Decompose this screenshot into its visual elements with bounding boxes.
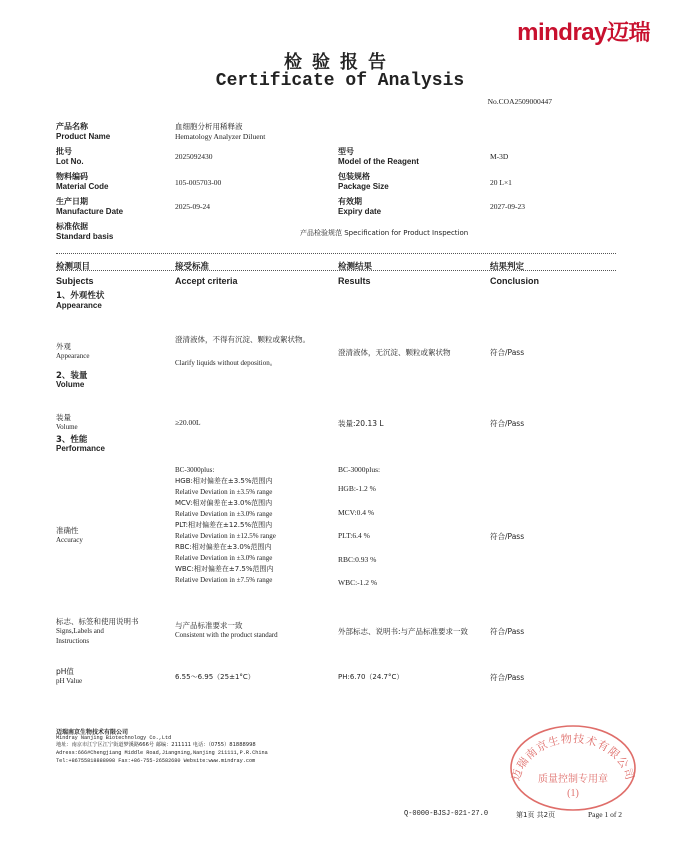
standard-value: 产品检验规范 Specification for Product Inspection	[300, 229, 469, 237]
labels-result: 外部标志、说明书:与产品标准要求一致	[338, 627, 469, 636]
accuracy-name-en: Accuracy	[56, 536, 83, 544]
criteria-line: MCV:相对偏差在±3.0%范围内	[175, 499, 273, 507]
criteria-line: RBC:相对偏差在±3.0%范围内	[175, 543, 272, 551]
product-name-label-en: Product Name	[56, 132, 111, 141]
title-cn: 检验报告	[284, 52, 396, 73]
mindray-logo	[517, 16, 650, 47]
volume-criteria: ≥20.00L	[175, 418, 201, 427]
header-conclusion-cn: 结果判定	[490, 262, 525, 272]
page-number-en: Page 1 of 2	[588, 810, 622, 819]
ph-name-en: pH Value	[56, 677, 83, 685]
accuracy-result-header: BC-3000plus:	[338, 465, 381, 474]
standard-label-en: Standard basis	[56, 232, 114, 241]
accuracy-result-mcv: MCV:0.4 %	[338, 508, 375, 517]
model-label-cn: 型号	[338, 147, 354, 156]
footer-contact: Tel:+86755818888998 Fax:+86-755-26582680 Website:www.mindray.com	[56, 758, 256, 764]
criteria-line: Relative Deviation in ±3.5% range	[175, 488, 273, 496]
lot-no-label-en: Lot No.	[56, 157, 84, 166]
header-criteria-cn: 接受标准	[175, 262, 210, 272]
package-size-label-cn: 包装规格	[338, 172, 370, 181]
ph-criteria: 6.55～6.95（25±1°C）	[175, 673, 255, 681]
section-2-title-cn: 2、装量	[56, 371, 88, 381]
title-en: Certificate of Analysis	[215, 71, 465, 91]
ph-conclusion: 符合/Pass	[490, 673, 525, 682]
labels-name-cn: 标志、标签和使用说明书	[56, 617, 139, 626]
product-name-label-cn: 产品名称	[56, 122, 88, 131]
accuracy-result-hgb: HGB:-1.2 %	[338, 484, 376, 493]
stamp-bottom-text: (1)	[567, 788, 579, 799]
criteria-line: WBC:相对偏差在±7.5%范围内	[175, 565, 274, 573]
volume-result: 装量:20.13 L	[338, 419, 384, 428]
accuracy-result-rbc: RBC:0.93 %	[338, 555, 377, 564]
appearance-criteria-cn: 澄清液体，不得有沉淀、颗粒或絮状物。	[175, 335, 310, 344]
quality-control-stamp	[506, 716, 640, 812]
criteria-line: Relative Deviation in ±7.5% range	[175, 576, 273, 584]
criteria-line: Relative Deviation in ±3.0% range	[175, 554, 273, 562]
header-divider	[56, 270, 616, 271]
criteria-line: HGB:相对偏差在±3.5%范围内	[175, 477, 273, 485]
package-size-label-en: Package Size	[338, 182, 389, 191]
product-name-value-cn: 血细胞分析用稀释液	[175, 122, 243, 131]
header-results-en: Results	[338, 276, 371, 286]
header-subjects-en: Subjects	[56, 276, 94, 286]
mfg-date-label-en: Manufacture Date	[56, 207, 124, 216]
logo-text-cn: 迈瑞	[606, 20, 650, 45]
labels-name-en-2: Instructions	[56, 637, 90, 645]
footer-company-cn: 迈瑞南京生物技术有限公司	[56, 729, 129, 736]
volume-name-en: Volume	[56, 423, 78, 431]
divider	[56, 253, 616, 254]
stamp-middle-text: 质量控制专用章	[538, 774, 608, 785]
criteria-line: PLT:相对偏差在±12.5%范围内	[175, 521, 273, 529]
mfg-date-value: 2025-09-24	[175, 202, 210, 211]
volume-conclusion: 符合/Pass	[490, 419, 525, 428]
lot-no-label-cn: 批号	[56, 147, 72, 156]
header-results-cn: 检测结果	[338, 262, 373, 272]
appearance-name-en: Appearance	[56, 352, 90, 360]
criteria-line: BC-3000plus:	[175, 466, 215, 474]
expiry-label-en: Expiry date	[338, 207, 382, 216]
document-number: Q-0000-BJSJ-021-27.0	[404, 810, 489, 818]
appearance-criteria-en: Clarify liquids without deposition。	[175, 359, 277, 367]
mfg-date-label-cn: 生产日期	[56, 197, 88, 206]
header-subjects-cn: 检测项目	[56, 262, 91, 272]
expiry-value: 2027-09-23	[490, 202, 525, 211]
ph-result: PH:6.70（24.7°C）	[338, 673, 404, 681]
labels-criteria-cn: 与产品标准要求一致	[175, 621, 243, 630]
section-3-title-cn: 3、性能	[56, 435, 88, 445]
section-1-title-cn: 1、外观性状	[56, 291, 105, 301]
expiry-label-cn: 有效期	[338, 197, 362, 206]
material-code-label-cn: 物料编码	[56, 172, 88, 181]
accuracy-name-cn: 准确性	[56, 526, 79, 535]
accuracy-conclusion: 符合/Pass	[490, 532, 525, 541]
accuracy-criteria-list	[175, 465, 276, 586]
labels-name-en-1: Signs,Labels and	[56, 627, 104, 635]
header-criteria-en: Accept criteria	[175, 276, 238, 286]
section-1-title-en: Appearance	[56, 301, 102, 310]
lot-no-value: 2025092430	[175, 152, 213, 161]
certificate-number: No.COA2509000447	[487, 97, 552, 106]
material-code-value: 105-005703-00	[175, 178, 222, 187]
standard-label-cn: 标准依据	[56, 222, 88, 231]
footer-address-cn: 地址：南京市江宁区江宁街道梦溪路666号 邮编：211111 电话：（0755）81888998	[56, 742, 256, 748]
logo-text-en: mindray	[517, 19, 607, 46]
labels-conclusion: 符合/Pass	[490, 627, 525, 636]
section-3-title-en: Performance	[56, 444, 105, 453]
footer-company-en: Mindray Nanjing Biotechnology Co.,Ltd	[56, 735, 172, 741]
package-size-value: 20 L×1	[490, 178, 512, 187]
appearance-name-cn: 外观	[56, 342, 71, 351]
criteria-line: Relative Deviation in ±3.0% range	[175, 510, 273, 518]
page-number-cn: 第1页 共2页	[516, 811, 556, 819]
section-2-title-en: Volume	[56, 380, 85, 389]
accuracy-result-plt: PLT:6.4 %	[338, 531, 370, 540]
ph-name-cn: pH值	[56, 667, 74, 676]
appearance-result: 澄清液体，无沉淀、颗粒或絮状物	[338, 348, 451, 357]
header-conclusion-en: Conclusion	[490, 276, 539, 286]
product-name-value-en: Hematology Analyzer Diluent	[175, 132, 266, 141]
material-code-label-en: Material Code	[56, 182, 109, 191]
stamp-top-text: 迈瑞南京生物技术有限公司	[509, 732, 637, 783]
labels-criteria-en: Consistent with the product standard	[175, 631, 278, 639]
criteria-line: Relative Deviation in ±12.5% range	[175, 532, 276, 540]
accuracy-result-wbc: WBC:-1.2 %	[338, 578, 378, 587]
appearance-conclusion: 符合/Pass	[490, 348, 525, 357]
volume-name-cn: 装量	[56, 413, 71, 422]
footer-address-en: Adress:666#Chengjiang Middle Road,Jiangning,Nanjing 211111,P.R.China	[56, 750, 268, 756]
model-value: M-3D	[490, 152, 509, 161]
model-label-en: Model of the Reagent	[338, 157, 419, 166]
